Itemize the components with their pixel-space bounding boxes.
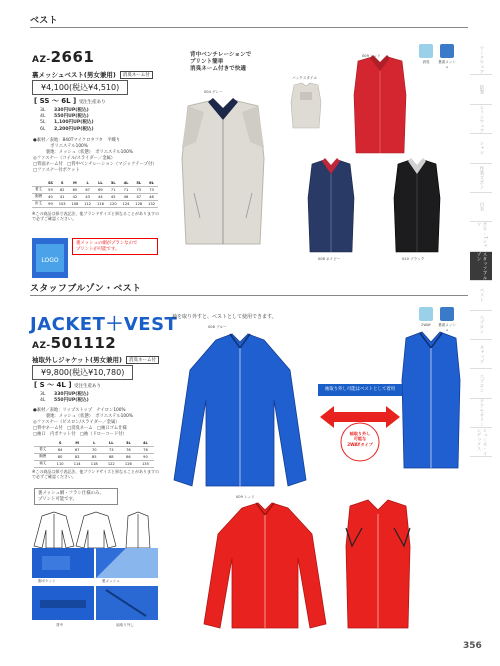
spec-vest: ●素材／表地：840Tマイクロタフタ 平織り ポリエステル100% 裏地：メッシュ（状態） ポリエステル100% ◎ファスナー（コイル/スライダー／金属） □背面ネーム付 □背中ベンチレーション（マジックテープ付） □ファスナー付ポケット <box>33 138 157 173</box>
size-table-cell: 4L <box>120 180 133 186</box>
nav-item[interactable] <box>470 105 492 134</box>
nav-item-label: エプロン <box>479 315 484 335</box>
detail-mesh-image <box>96 548 158 578</box>
size-table-cell: 114 <box>69 460 86 467</box>
price-row: 4L 550円UP(税込) <box>40 398 89 404</box>
size-table-cell: 着丈 <box>34 446 52 453</box>
size-table-cell: 122 <box>103 460 120 467</box>
price-row: 6L 2,200円UP(税込) <box>40 126 94 132</box>
size-table-cell: M <box>69 440 86 446</box>
page-number: 356 <box>463 641 482 651</box>
detail-chest-pocket-image <box>32 548 94 578</box>
size-table-cell: 48 <box>145 193 158 200</box>
size-table-cell: 65 <box>69 186 82 193</box>
nav-item[interactable] <box>470 399 492 428</box>
nav-item[interactable] <box>470 252 492 281</box>
price-row: 3L 330円UP(税込) <box>40 108 89 113</box>
callout-mesh-print: 裏メッシュの網がプランなので プリントが可能です。 <box>72 238 158 255</box>
vest-navy-image <box>304 158 358 254</box>
two-way-icon <box>419 307 433 321</box>
size-table-cell: 67 <box>69 446 86 453</box>
size-table-cell: 88 <box>103 453 120 460</box>
size-table-cell: 4L <box>137 440 154 446</box>
size-table-cell: 41 <box>56 193 69 200</box>
nav-item[interactable] <box>470 369 492 398</box>
product-code-vest: AZ-2661 <box>32 48 95 66</box>
vest-red-2-image <box>338 498 418 630</box>
detail-label: 袖取り外し <box>116 623 134 627</box>
size-table-cell: 128 <box>132 200 145 207</box>
section-title-vest: ベスト <box>30 16 58 26</box>
size-range-vest: [ SS 〜 6L ] 受注生産あり <box>34 97 106 105</box>
size-table-cell: 103 <box>56 200 69 207</box>
size-range-jacket: [ S 〜 4L ] 受注生産あり <box>34 381 101 389</box>
size-table-row <box>32 186 158 193</box>
size-table-cell: 76 <box>137 446 154 453</box>
callout-sleeve-removal: 袖取り外し可能はベストとして着用 <box>318 384 402 396</box>
vest-back-image <box>288 82 324 130</box>
headline-jacket-vest: JACKET＋VEST <box>30 314 178 335</box>
deodorant-tag: 消臭ネーム付 <box>126 356 159 364</box>
nav-item-label: ベスト <box>479 288 484 303</box>
detail-label: 背中 <box>56 623 64 627</box>
product-name-jacket: 袖取外しジャケット(男女兼用) 消臭ネーム付 <box>32 355 159 364</box>
size-table-cell: 112 <box>81 200 94 207</box>
nav-item-label: エプロン <box>479 374 484 393</box>
headline-sub: 袖を取り外すと、ベストとして使用できます。 <box>172 314 277 320</box>
size-table-cell: 132 <box>145 200 158 207</box>
size-table-cell: 83 <box>69 453 86 460</box>
nav-item[interactable] <box>470 193 492 222</box>
size-table-cell: S <box>56 180 69 186</box>
detail-back-image <box>32 586 94 620</box>
size-table-cell: 40 <box>45 193 56 200</box>
icon-label: 消臭 <box>422 60 430 64</box>
vest-black-image <box>390 158 444 254</box>
color-label-red: 009 レッド <box>362 54 381 58</box>
size-table-cell: 70 <box>86 446 103 453</box>
size-table-cell: 3L <box>107 180 120 186</box>
size-table-vest <box>32 180 158 208</box>
size-table-cell: 73 <box>103 446 120 453</box>
spec-jacket: ●素材／表地：リップストップ ナイロン100% 裏地：メッシュ（状態） ポリエステル100% ◎ファスナー（ビスロン/スライダー／金属） □背中ネーム付 □消臭ネーム □袖口ゴム仕様 □袖口 内ポケット付 □袖（ドローコード付） <box>33 408 133 437</box>
size-table-cell: 6L <box>145 180 158 186</box>
price-row: 5L 1,100円UP(税込) <box>40 120 94 126</box>
mesh-detail-image <box>32 238 68 278</box>
nav-item-label: レインウェア <box>479 104 484 134</box>
callout-ventilation: 背中ベンチレーションで プリント簡単 消臭ネーム付きで快適 <box>190 52 252 72</box>
size-table-cell: 46 <box>120 193 133 200</box>
size-table-jacket <box>34 440 154 468</box>
size-table-cell: 110 <box>52 460 69 467</box>
size-table-cell: 3L <box>120 440 137 446</box>
size-table-cell: 80 <box>52 453 69 460</box>
size-table-cell: 126 <box>120 460 137 467</box>
size-table-cell: 86 <box>120 453 137 460</box>
size-note-jacket: ※この商品は採寸表記法、他ブランドサイズと異なることがありますので必ずご確認ください。 <box>32 469 160 479</box>
size-table-cell: 44 <box>94 193 107 200</box>
detail-sleeve-image <box>96 586 158 620</box>
nav-item-label: キャップ <box>479 344 484 364</box>
nav-item[interactable] <box>470 428 492 457</box>
nav-item-label: ポロ・Tシャツ <box>476 222 487 249</box>
section-divider <box>30 27 468 28</box>
color-label-gray: 004 グレー <box>204 90 223 94</box>
two-way-badge-text: 袖取り外し 可能な 2WAYタイプ <box>347 431 373 447</box>
detail-label: 胸ポケット <box>38 579 56 583</box>
mesh-lining-icon <box>440 44 454 58</box>
nav-item[interactable] <box>470 164 492 193</box>
nav-item[interactable] <box>470 340 492 369</box>
nav-item[interactable] <box>470 222 492 251</box>
size-table-row <box>34 460 154 467</box>
size-table-cell: 47 <box>132 193 145 200</box>
size-table-cell: 120 <box>107 200 120 207</box>
nav-item-label: 白衣 <box>479 202 484 212</box>
note-print: 裏メッシュ網・フラシ仕様のみ、 プリント可能です。 <box>34 488 118 505</box>
size-table-cell: 73 <box>145 186 158 193</box>
product-code-jacket: AZ-501112 <box>32 334 117 352</box>
size-table-cell: LL <box>103 440 120 446</box>
product-name-vest: 裏メッシュベスト(男女兼用) 消臭ネーム付 <box>32 70 153 79</box>
size-table-cell: S <box>52 440 69 446</box>
nav-item-label: ワークウェア <box>479 46 484 75</box>
nav-item-label: スタッフブルゾン <box>476 251 487 280</box>
nav-item-label: シャツ <box>479 141 484 156</box>
size-table-cell: SS <box>45 180 56 186</box>
nav-item[interactable] <box>470 46 492 75</box>
detail-label: 裏メッシュ <box>102 579 120 583</box>
size-table-cell: 116 <box>94 200 107 207</box>
size-table-cell: 着丈 <box>32 186 45 193</box>
size-table-cell: 62 <box>56 186 69 193</box>
nav-item-label: 防寒 <box>479 84 484 95</box>
price-vest: ¥4,100(税込¥4,510) <box>32 80 128 95</box>
size-table-cell: 118 <box>86 460 103 467</box>
icon-label: 裏面メッシュ <box>438 323 456 332</box>
size-table-cell: 73 <box>132 186 145 193</box>
size-table-cell: 71 <box>107 186 120 193</box>
size-table-row <box>32 193 158 200</box>
back-style-label: バックスタイル <box>292 76 318 80</box>
size-table-cell: 90 <box>137 453 154 460</box>
size-table-cell: 45 <box>107 193 120 200</box>
jacket-red-image <box>200 500 330 630</box>
nav-item-label: 作業ズボン <box>479 166 484 190</box>
size-table-cell: 135 <box>137 460 154 467</box>
price-jacket: ¥9,800(税込¥10,780) <box>32 365 133 380</box>
vest-blue-image <box>396 330 466 470</box>
size-table-cell: 43 <box>81 193 94 200</box>
nav-item[interactable] <box>470 311 492 340</box>
size-table-cell: L <box>86 440 103 446</box>
size-table-row <box>34 453 154 460</box>
nav-item[interactable] <box>470 134 492 163</box>
icon-label: 裏面メッシュ <box>438 60 456 69</box>
size-table-cell: 42 <box>69 193 82 200</box>
side-index-nav <box>470 46 492 457</box>
jacket-blue-image <box>170 330 310 490</box>
size-table-cell: 裄丈 <box>32 200 45 207</box>
color-label-blue: 006 ブルー <box>208 325 227 329</box>
flat-drawings <box>32 510 160 550</box>
size-table-row <box>32 200 158 207</box>
size-table-cell: L <box>81 180 94 186</box>
size-table-cell: 67 <box>81 186 94 193</box>
deodorant-icon <box>419 44 433 58</box>
nav-item[interactable] <box>470 75 492 104</box>
size-table-cell: 胸囲 <box>34 453 52 460</box>
size-table-cell: 5L <box>132 180 145 186</box>
price-row: 4L 550円UP(税込) <box>40 114 89 120</box>
size-table-cell: M <box>69 180 82 186</box>
size-table-cell: 胸囲 <box>32 193 45 200</box>
price-row: 3L 330円UP(税込) <box>40 392 89 397</box>
nav-item-label: シューズ・インデックス <box>476 428 487 457</box>
vest-gray-image <box>168 98 278 248</box>
mesh-lining-icon <box>440 307 454 321</box>
size-table-cell: 124 <box>120 200 133 207</box>
size-table-cell: 76 <box>120 446 137 453</box>
size-table-cell: 71 <box>120 186 133 193</box>
section-divider <box>30 295 468 296</box>
size-table-row <box>34 446 154 453</box>
nav-item-label: アクセサリー <box>479 398 484 427</box>
size-table-cell: 64 <box>52 446 69 453</box>
size-table-cell: 108 <box>69 200 82 207</box>
deodorant-tag: 消臭ネーム付 <box>120 71 153 79</box>
size-table-cell: 69 <box>94 186 107 193</box>
nav-item[interactable] <box>470 281 492 310</box>
size-table-cell: 袖丈 <box>34 460 52 467</box>
size-table-cell: 59 <box>45 186 56 193</box>
size-note-vest: ※この商品は採寸表記法、他ブランドサイズと異なることがありますので必ずご確認ください。 <box>32 211 160 221</box>
icon-label: 2WAY <box>421 323 431 327</box>
section-title-staff: スタッフブルゾン・ベスト <box>30 284 142 294</box>
size-table-cell: LL <box>94 180 107 186</box>
size-table-cell: 99 <box>45 200 56 207</box>
size-price-list-vest <box>40 108 94 133</box>
color-label-red-jacket: 009 レッド <box>236 495 255 499</box>
size-price-list-jacket <box>40 392 89 404</box>
size-table-cell: 85 <box>86 453 103 460</box>
color-label-black: 010 ブラック <box>402 257 425 261</box>
vest-red-image <box>350 55 410 155</box>
color-label-navy: 008 ネイビー <box>318 257 341 261</box>
svg-text:LOGO: LOGO <box>41 257 59 264</box>
